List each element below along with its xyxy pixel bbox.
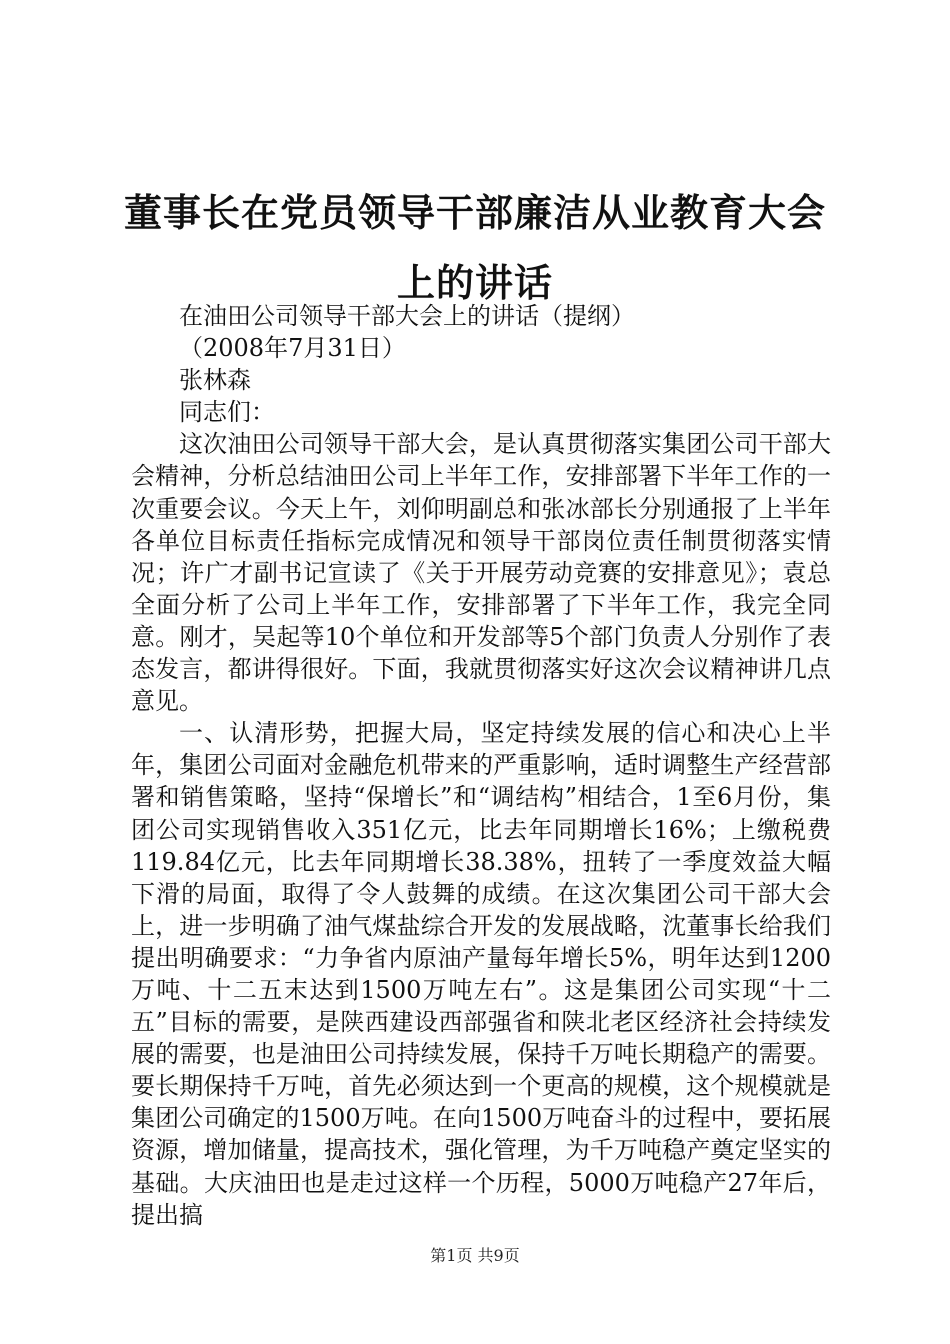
document-body [131, 300, 831, 1231]
page-footer: 第1页 共9页 [430, 1246, 520, 1265]
document-date: （2008年7月31日） [179, 334, 406, 363]
document-author: 张林森 [179, 366, 251, 395]
body-paragraph: 一、认清形势，把握大局，坚定持续发展的信心和决心上半年，集团公司面对金融危机带来的严重影响，适时调整生产经营部署和销售策略，坚持“保增长”和“调结构”相结合，1至6月份，集团公司实现销售收入351亿元，比去年同期增长16%；上缴税费119.84亿元，比去年同期增长38.38%，扭转了一季度效益大幅下滑的局面，取得了令人鼓舞的成绩。在这次集团公司干部大会上，进一步明确了油气煤盐综合开发的发展战略，沈董事长给我们提出明确要求：“力争省内原油产量每年增长5%，明年达到1200万吨、十二五末达到1500万吨左右”。这是集团公司实现“十二五”目标的需要，是陕西建设西部强省和陕北老区经济社会持续发展的需要，也是油田公司持续发展，保持千万吨长期稳产的需要。要长期保持千万吨，首先必须达到一个更高的规模，这个规模就是集团公司确定的1500万吨。在向1500万吨奋斗的过程中，要拓展资源，增加储量，提高技术，强化管理，为千万吨稳产奠定坚实的基础。大庆油田也是走过这样一个历程，5000万吨稳产27年后，提出搞 [131, 719, 831, 1229]
document-salutation: 同志们： [179, 398, 275, 427]
document-title: 董事长在党员领导干部廉洁从业教育大会上的讲话 [123, 190, 826, 305]
body-paragraph: 这次油田公司领导干部大会，是认真贯彻落实集团公司干部大会精神，分析总结油田公司上半年工作，安排部署下半年工作的一次重要会议。今天上午，刘仰明副总和张冰部长分别通报了上半年各单位目标责任指标完成情况和领导干部岗位责任制贯彻落实情况；许广才副书记宣读了《关于开展劳动竞赛的安排意见》；袁总全面分析了公司上半年工作，安排部署了下半年工作，我完全同意。刚才，吴起等10个单位和开发部等5个部门负责人分别作了表态发言，都讲得很好。下面，我就贯彻落实好这次会议精神讲几点意见。 [131, 430, 831, 716]
document-subtitle: 在油田公司领导干部大会上的讲话（提纲） [179, 302, 635, 330]
